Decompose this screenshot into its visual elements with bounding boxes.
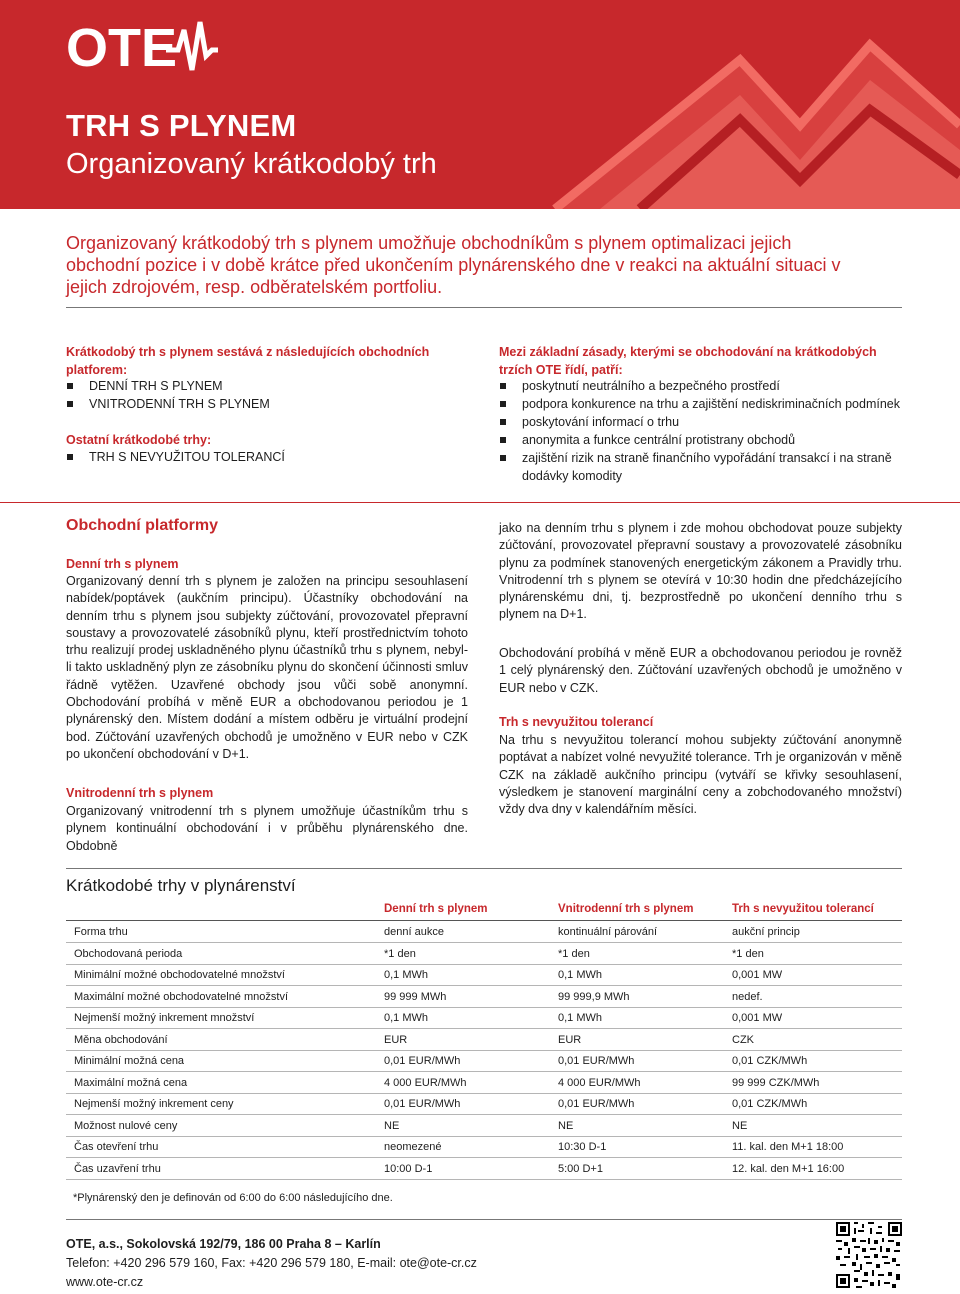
list-item: zajištění rizik na straně finančního vypořádání transakcí i na straně dodávky komodity <box>499 449 902 485</box>
other-markets-list <box>66 448 466 466</box>
daily-market-heading: Denní trh s plynem <box>66 557 179 571</box>
intraday-market-text-cont: jako na denním trhu s plynem i zde mohou obchodovat pouze subjekty zúčtování, provozovatel přepravní soustavy a provozovatelé zásobníku plynu za podmínek stanovených energetickým zákonem a Pravidly trhu. Vnitrodenní trh s plynem se otevírá v 10:30 hodin dne předcházejícího plynárenskému dni, tj. bezprostředně po ukončení denního trhu s plynem na D+1. <box>499 521 902 622</box>
table-footnote: *Plynárenský den je definován od 6:00 do 6:00 následujícího dne. <box>73 1192 393 1204</box>
tolerance-market-text: Na trhu s nevyužitou tolerancí mohou subjekty zúčtování anonymně poptávat a nabízet volné nevyužité tolerance. Trh je organizován v měně CZK na základě aukčního principu (vytváří se křivky sesouhlasení, výsledkem je stanovení marginální ceny a zobchodovaného množství) vždy dva dny v kalendářním měsíci. <box>499 733 902 817</box>
list-item: anonymita a funkce centrální protistrany obchodů <box>499 431 902 449</box>
footer-web-link[interactable]: www.ote-cr.cz <box>66 1275 144 1289</box>
logo-text: OTE <box>66 18 178 76</box>
intraday-market-heading: Vnitrodenní trh s plynem <box>66 786 214 800</box>
list-item: DENNÍ TRH S PLYNEM <box>66 377 466 395</box>
list-item: TRH S NEVYUŽITOU TOLERANCÍ <box>66 448 466 466</box>
list-item: VNITRODENNÍ TRH S PLYNEM <box>66 395 466 413</box>
footer-company: OTE, a.s., Sokolovská 192/79, 186 00 Praha 8 – Karlín <box>66 1237 381 1251</box>
list-item: podpora konkurence na trhu a zajištění nediskriminačních podmínek <box>499 395 902 413</box>
table-row: Minimální možná cena 0,01 EUR/MWh 0,01 EUR/MWh 0,01 CZK/MWh <box>66 1050 902 1072</box>
table-row: Maximální možné obchodovatelné množství 99 999 MWh 99 999,9 MWh nedef. <box>66 986 902 1008</box>
table-row: Forma trhu denní aukce kontinuální párování aukční princip <box>66 921 902 943</box>
table-row: Obchodovaná perioda *1 den *1 den *1 den <box>66 943 902 965</box>
table-row: Nejmenší možný inkrement množství 0,1 MWh 0,1 MWh 0,001 MW <box>66 1007 902 1029</box>
section-divider <box>0 502 960 503</box>
platforms-heading: Krátkodobý trh s plynem sestává z následujících obchodních platforem: <box>66 345 430 377</box>
tolerance-market-heading: Trh s nevyužitou tolerancí <box>499 715 654 729</box>
list-item: poskytování informací o trhu <box>499 413 902 431</box>
daily-market-text: Organizovaný denní trh s plynem je založen na principu sesouhlasení nabídek/poptávek (aukčním principu). Účastníky obchodování na denním trhu s plynem jsou subjekty zúčtování, provozovatel přepravní soustavy a provozovatelé zásobníků plynu, kteří prostřednictvím tohoto trhu realizují prodej uskladněného plynu účastníků trhu s plynem, nebyl-li takto uskladněný plyn ze zásobníku plynu do skončení účinnosti smluv řádně vytěžen. Uzavřené obchody jsou vůči sobě anonymní. Obchodování probíhá v měně EUR a obchodovanou periodou je 1 plynárenský den. Místem dodání a místem odběru je virtuální prodejní bod. Zúčtování uzavřených obchodů je umožněno v EUR nebo v CZK po ukončení obchodování v D+1. <box>66 574 468 761</box>
table-divider <box>66 868 902 869</box>
header-banner <box>0 0 960 209</box>
footer-divider <box>66 1219 902 1220</box>
table-row: Maximální možná cena 4 000 EUR/MWh 4 000 EUR/MWh 99 999 CZK/MWh <box>66 1072 902 1094</box>
other-markets-heading: Ostatní krátkodobé trhy: <box>66 433 212 447</box>
divider <box>66 307 902 308</box>
table-row: Čas uzavření trhu 10:00 D-1 5:00 D+1 12. kal. den M+1 16:00 <box>66 1158 902 1180</box>
qr-code <box>836 1222 902 1288</box>
page-subtitle: Organizovaný krátkodobý trh <box>66 148 437 180</box>
principles-heading: Mezi základní zásady, kterými se obchodování na krátkodobých trzích OTE řídí, patří: <box>499 345 877 377</box>
table-row: Minimální možné obchodovatelné množství 0,1 MWh 0,1 MWh 0,001 MW <box>66 964 902 986</box>
table-title: Krátkodobé trhy v plynárenství <box>66 876 296 895</box>
table-header-intraday: Vnitrodenní trh s plynem <box>558 903 694 915</box>
table-row: Měna obchodování EUR EUR CZK <box>66 1029 902 1051</box>
ote-logo <box>66 16 226 76</box>
section-title: Obchodní platformy <box>66 517 218 534</box>
intraday-market-text-2: Obchodování probíhá v měně EUR a obchodovanou periodou je rovněž 1 celý plynárenský den. Zúčtování uzavřených obchodů je umožněno v EUR nebo v CZK. <box>499 646 902 695</box>
table-row: Možnost nulové ceny NE NE NE <box>66 1115 902 1137</box>
list-item: poskytnutí neutrálního a bezpečného prostředí <box>499 377 902 395</box>
table-header-daily: Denní trh s plynem <box>384 903 488 915</box>
principles-list <box>499 377 902 485</box>
footer-contact: Telefon: +420 296 579 160, Fax: +420 296 579 180, E-mail: ote@ote-cr.cz <box>66 1256 477 1270</box>
platforms-list <box>66 377 466 413</box>
table-header-tolerance: Trh s nevyužitou tolerancí <box>732 903 874 915</box>
table-row: Nejmenší možný inkrement ceny 0,01 EUR/MWh 0,01 EUR/MWh 0,01 CZK/MWh <box>66 1093 902 1115</box>
table-row: Čas otevření trhu neomezené 10:30 D-1 11. kal. den M+1 18:00 <box>66 1136 902 1158</box>
page-title: TRH S PLYNEM <box>66 108 297 143</box>
intraday-market-text: Organizovaný vnitrodenní trh s plynem umožňuje účastníkům trhu s plynem kontinuální obchodování i v průběhu plynárenského dne. Obdobně <box>66 804 468 853</box>
intro-text: Organizovaný krátkodobý trh s plynem umožňuje obchodníkům s plynem optimalizaci jejich obchodní pozice i v době krátce před ukončením plynárenského dne v reakci na aktuální situaci v jejich zdrojovém, resp. odběratelském portfoliu. <box>66 233 841 297</box>
